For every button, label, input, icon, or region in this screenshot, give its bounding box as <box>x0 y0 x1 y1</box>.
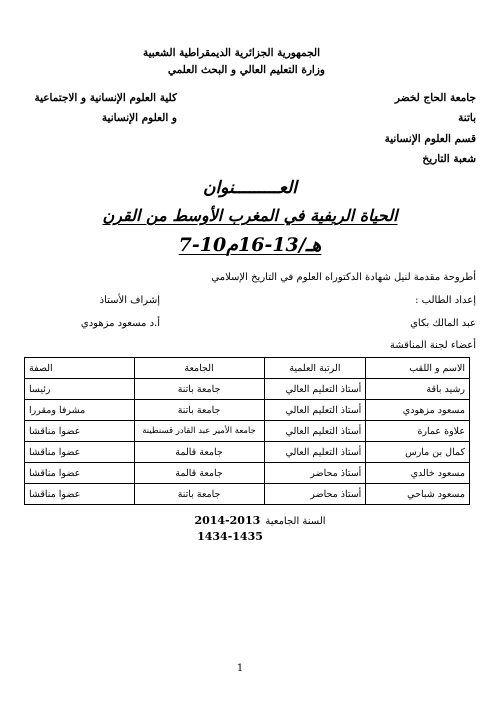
table-row <box>25 442 470 463</box>
member-role: مشرفا ومقررا <box>25 400 135 421</box>
faculty-line-2: و العلوم الإنسانية <box>101 112 177 124</box>
table-row <box>25 484 470 505</box>
faculty-line-1: كلية العلوم الإنسانية و الاجتماعية <box>34 92 177 104</box>
thesis-title: الحياة الريفية في المغرب الأوسط من القرن <box>102 206 398 225</box>
committee-header-row <box>25 358 470 379</box>
supervision-label: إشراف الأستاذ <box>99 295 160 306</box>
member-rank: أستاذ التعليم العالي <box>264 379 366 400</box>
member-name: كمال بن مارس <box>366 442 470 463</box>
member-rank: أستاذ التعليم العالي <box>264 421 366 442</box>
member-university: جامعة باتنة <box>134 484 264 505</box>
student-label: إعداد الطالب : <box>415 295 476 306</box>
university-name: جامعة الحاج لخضر <box>394 92 476 104</box>
member-role: عضوا مناقشا <box>25 463 135 484</box>
member-rank: أستاذ التعليم العالي <box>264 400 366 421</box>
student-name: عبد المالك بكاي <box>410 318 476 329</box>
member-name: مسعود مزهودي <box>366 400 470 421</box>
committee-table <box>24 357 470 505</box>
page-number: 1 <box>236 663 244 674</box>
ministry-heading: وزارة التعليم العالي و البحث العلمي <box>167 64 325 76</box>
member-role: رئيسا <box>25 379 135 400</box>
member-rank: أستاذ محاضر <box>264 463 366 484</box>
academic-year <box>160 509 360 528</box>
university-city: باتنة <box>458 112 476 124</box>
member-name: مسعود خالدي <box>366 463 470 484</box>
header-university: الجامعة <box>134 358 264 379</box>
thesis-note: أطروحة مقدمة لنيل شهادة الدكتوراه العلوم في التاريخ الإسلامي <box>211 272 476 283</box>
member-name: رشيد باقة <box>366 379 470 400</box>
member-university: جامعة الأمير عبد القادر قسنطينة <box>134 421 264 442</box>
member-role: عضوا مناقشا <box>25 421 135 442</box>
republic-heading: الجمهورية الجزائرية الديمقراطية الشعبية <box>142 47 320 59</box>
member-rank: أستاذ التعليم العالي <box>264 442 366 463</box>
member-name: علاوة عمارة <box>366 421 470 442</box>
table-row <box>25 400 470 421</box>
department-name: قسم العلوم الإنسانية <box>384 133 476 145</box>
member-university: جامعة قالمة <box>134 442 264 463</box>
table-row <box>25 421 470 442</box>
table-row <box>25 379 470 400</box>
member-university: جامعة باتنة <box>134 400 264 421</box>
member-role: عضوا مناقشا <box>25 484 135 505</box>
academic-year-label: السنة الجامعية <box>265 516 326 527</box>
branch-name: شعبة التاريخ <box>422 153 476 165</box>
member-role: عضوا مناقشا <box>25 442 135 463</box>
member-university: جامعة باتنة <box>134 379 264 400</box>
supervisor-name: أ.د مسعود مزهودي <box>80 318 160 329</box>
thesis-title-dates: 7-10هـ/13-16م <box>178 234 322 256</box>
academic-year-gregorian: 2013-2014 <box>194 514 261 527</box>
header-rank: الرتبة العلمية <box>264 358 366 379</box>
header-role: الصفة <box>25 358 135 379</box>
header-name: الاسم و اللقب <box>366 358 470 379</box>
member-university: جامعة قالمة <box>134 463 264 484</box>
member-rank: أستاذ محاضر <box>264 484 366 505</box>
title-label: العـــــــــنوان <box>202 178 298 198</box>
academic-year-hijri: 1434-1435 <box>197 530 263 543</box>
committee-label: أعضاء لجنة المناقشة <box>389 340 476 351</box>
table-row <box>25 463 470 484</box>
member-name: مسعود شباحي <box>366 484 470 505</box>
